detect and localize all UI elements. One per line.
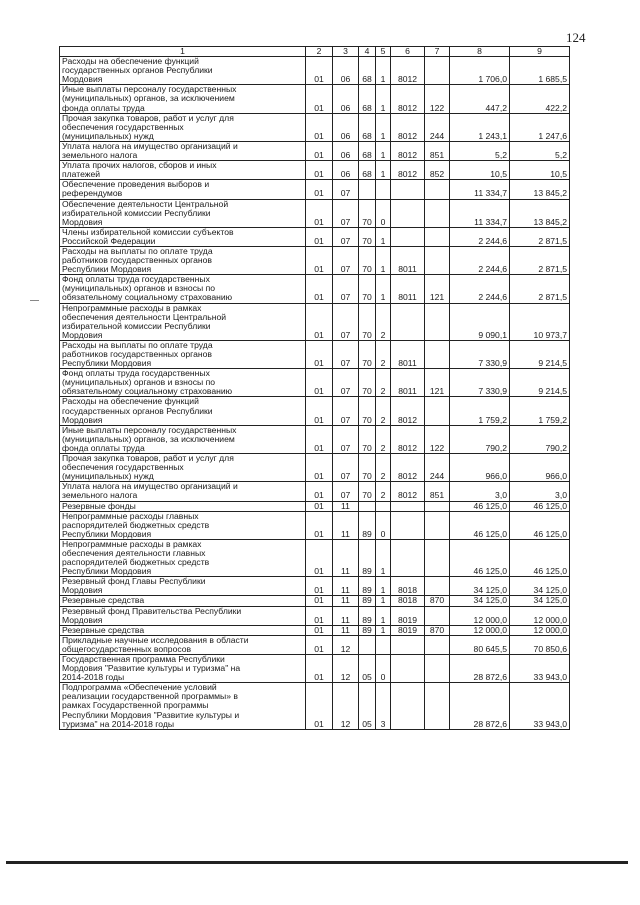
table-row [60, 635, 570, 654]
row-value-cell: 2 871,5 [510, 275, 570, 303]
row-value-cell [376, 501, 391, 511]
row-value-cell: 70 [359, 482, 376, 501]
row-value-cell: 68 [359, 113, 376, 141]
header-cell: 6 [391, 47, 425, 57]
row-value-cell: 06 [333, 141, 359, 160]
header-cell: 5 [376, 47, 391, 57]
row-value-cell: 07 [333, 227, 359, 246]
row-value-cell: 2 244,6 [450, 227, 510, 246]
row-value-cell: 121 [425, 275, 450, 303]
row-value-cell: 89 [359, 596, 376, 606]
table-row [60, 275, 570, 303]
row-value-cell [425, 577, 450, 596]
row-value-cell: 8011 [391, 275, 425, 303]
row-value-cell: 1 247,6 [510, 113, 570, 141]
row-value-cell: 1 [376, 227, 391, 246]
row-value-cell: 46 125,0 [510, 511, 570, 539]
row-value-cell: 70 [359, 303, 376, 340]
row-value-cell: 12 [333, 655, 359, 683]
row-value-cell [425, 501, 450, 511]
row-value-cell: 07 [333, 454, 359, 482]
row-value-cell: 01 [306, 275, 333, 303]
row-value-cell: 80 645,5 [450, 635, 510, 654]
row-value-cell: 01 [306, 57, 333, 85]
row-value-cell: 33 943,0 [510, 683, 570, 729]
row-value-cell: 70 [359, 340, 376, 368]
row-value-cell: 46 125,0 [510, 539, 570, 576]
row-value-cell: 3,0 [510, 482, 570, 501]
row-value-cell: 68 [359, 85, 376, 113]
row-value-cell [425, 655, 450, 683]
row-value-cell: 89 [359, 539, 376, 576]
row-value-cell: 9 214,5 [510, 369, 570, 397]
row-value-cell: 1 [376, 161, 391, 180]
row-value-cell: 12 [333, 635, 359, 654]
table-row [60, 501, 570, 511]
row-value-cell: 244 [425, 454, 450, 482]
header-cell: 1 [60, 47, 306, 57]
row-value-cell: 01 [306, 246, 333, 274]
row-value-cell: 1 [376, 625, 391, 635]
row-value-cell: 01 [306, 511, 333, 539]
row-value-cell: 01 [306, 606, 333, 625]
row-value-cell: 46 125,0 [450, 539, 510, 576]
row-value-cell: 2 [376, 482, 391, 501]
table-row [60, 539, 570, 576]
row-value-cell: 851 [425, 141, 450, 160]
row-value-cell: 01 [306, 199, 333, 227]
row-value-cell: 01 [306, 683, 333, 729]
row-name-cell: Государственная программа Республики Мордовия "Развитие культуры и туризма" на 2014-2018 годы [60, 655, 306, 683]
row-name-cell: Непрограммные расходы в рамках обеспечения деятельности Центральной избирательной комиссии Республики Мордовия [60, 303, 306, 340]
row-value-cell: 07 [333, 303, 359, 340]
row-value-cell: 1 243,1 [450, 113, 510, 141]
row-value-cell: 8018 [391, 596, 425, 606]
row-value-cell: 68 [359, 57, 376, 85]
row-value-cell: 8011 [391, 246, 425, 274]
row-value-cell: 28 872,6 [450, 683, 510, 729]
row-value-cell: 244 [425, 113, 450, 141]
row-name-cell: Уплата налога на имущество организаций и земельного налога [60, 482, 306, 501]
row-name-cell: Фонд оплаты труда государственных (муниципальных) органов и взносы по обязательному социальному страхованию [60, 275, 306, 303]
row-name-cell: Уплата налога на имущество организаций и земельного налога [60, 141, 306, 160]
row-value-cell: 0 [376, 199, 391, 227]
row-value-cell: 34 125,0 [510, 577, 570, 596]
row-value-cell [425, 397, 450, 425]
row-value-cell: 8019 [391, 606, 425, 625]
row-value-cell: 01 [306, 596, 333, 606]
row-value-cell: 01 [306, 454, 333, 482]
row-value-cell: 01 [306, 482, 333, 501]
row-value-cell: 11 [333, 596, 359, 606]
row-value-cell: 3,0 [450, 482, 510, 501]
row-value-cell: 11 [333, 625, 359, 635]
table-header-row [60, 47, 570, 57]
row-value-cell: 68 [359, 141, 376, 160]
row-value-cell: 5,2 [510, 141, 570, 160]
row-value-cell: 2 [376, 454, 391, 482]
row-name-cell: Непрограммные расходы главных распорядителей бюджетных средств Республики Мордовия [60, 511, 306, 539]
table-row [60, 511, 570, 539]
row-value-cell: 13 845,2 [510, 199, 570, 227]
row-value-cell: 2 [376, 303, 391, 340]
row-value-cell: 1 685,5 [510, 57, 570, 85]
row-value-cell: 70 [359, 397, 376, 425]
row-value-cell: 05 [359, 655, 376, 683]
row-value-cell: 7 330,9 [450, 369, 510, 397]
row-name-cell: Непрограммные расходы в рамках обеспечения деятельности главных распорядителей бюджетных средств Республики Мордовия [60, 539, 306, 576]
table-row [60, 246, 570, 274]
row-value-cell: 06 [333, 113, 359, 141]
row-value-cell: 34 125,0 [450, 577, 510, 596]
row-value-cell: 01 [306, 425, 333, 453]
row-value-cell: 89 [359, 606, 376, 625]
footer-rule [6, 861, 628, 864]
row-value-cell: 2 871,5 [510, 246, 570, 274]
row-value-cell [359, 635, 376, 654]
row-value-cell: 12 000,0 [510, 606, 570, 625]
table-row [60, 606, 570, 625]
row-name-cell: Иные выплаты персоналу государственных (муниципальных) органов, за исключением фонда оплаты труда [60, 425, 306, 453]
row-value-cell: 1 [376, 275, 391, 303]
row-value-cell: 06 [333, 85, 359, 113]
row-value-cell: 11 [333, 577, 359, 596]
row-value-cell: 1 [376, 539, 391, 576]
row-value-cell: 8012 [391, 141, 425, 160]
page-number: 124 [566, 30, 586, 45]
row-value-cell: 8012 [391, 161, 425, 180]
row-value-cell: 70 850,6 [510, 635, 570, 654]
row-value-cell: 8012 [391, 397, 425, 425]
row-value-cell: 9 090,1 [450, 303, 510, 340]
row-value-cell: 01 [306, 655, 333, 683]
row-name-cell: Расходы на выплаты по оплате труда работников государственных органов Республики Мордовия [60, 246, 306, 274]
row-value-cell: 8011 [391, 340, 425, 368]
table-row [60, 161, 570, 180]
row-name-cell: Резервный фонд Правительства Республики Мордовия [60, 606, 306, 625]
row-value-cell: 10,5 [450, 161, 510, 180]
header-cell: 4 [359, 47, 376, 57]
row-value-cell: 11 [333, 606, 359, 625]
row-value-cell: 07 [333, 369, 359, 397]
row-value-cell: 8019 [391, 625, 425, 635]
row-value-cell [376, 180, 391, 199]
row-value-cell: 2 244,6 [450, 275, 510, 303]
row-value-cell [391, 655, 425, 683]
row-value-cell: 422,2 [510, 85, 570, 113]
row-value-cell: 966,0 [450, 454, 510, 482]
row-value-cell [391, 539, 425, 576]
table-row [60, 655, 570, 683]
table-row [60, 340, 570, 368]
row-value-cell: 851 [425, 482, 450, 501]
row-name-cell: Резервные средства [60, 625, 306, 635]
table-row [60, 199, 570, 227]
row-value-cell: 122 [425, 85, 450, 113]
row-value-cell: 07 [333, 246, 359, 274]
row-value-cell: 07 [333, 482, 359, 501]
row-value-cell: 1 759,2 [510, 397, 570, 425]
row-name-cell: Расходы на обеспечение функций государственных органов Республики Мордовия [60, 57, 306, 85]
table-row [60, 425, 570, 453]
row-name-cell: Резервные средства [60, 596, 306, 606]
row-value-cell [391, 683, 425, 729]
row-value-cell: 8012 [391, 85, 425, 113]
row-value-cell: 07 [333, 397, 359, 425]
row-value-cell: 9 214,5 [510, 340, 570, 368]
row-value-cell: 852 [425, 161, 450, 180]
row-value-cell [391, 511, 425, 539]
table-row [60, 113, 570, 141]
row-value-cell: 1 759,2 [450, 397, 510, 425]
header-cell: 9 [510, 47, 570, 57]
row-value-cell: 10 973,7 [510, 303, 570, 340]
row-value-cell: 12 000,0 [450, 606, 510, 625]
row-value-cell: 8011 [391, 369, 425, 397]
row-value-cell: 1 [376, 113, 391, 141]
row-value-cell: 13 845,2 [510, 180, 570, 199]
table-row [60, 683, 570, 729]
row-value-cell: 01 [306, 369, 333, 397]
row-value-cell: 1 [376, 596, 391, 606]
row-value-cell [391, 501, 425, 511]
row-value-cell: 01 [306, 161, 333, 180]
row-value-cell: 46 125,0 [510, 501, 570, 511]
row-value-cell [391, 199, 425, 227]
row-value-cell: 790,2 [450, 425, 510, 453]
row-name-cell: Иные выплаты персоналу государственных (муниципальных) органов, за исключением фонда оплаты труда [60, 85, 306, 113]
table-row [60, 180, 570, 199]
row-name-cell: Прочая закупка товаров, работ и услуг для обеспечения государственных (муниципальных) нужд [60, 454, 306, 482]
row-value-cell: 7 330,9 [450, 340, 510, 368]
row-value-cell: 8012 [391, 482, 425, 501]
row-value-cell [425, 246, 450, 274]
row-value-cell: 33 943,0 [510, 655, 570, 683]
row-value-cell: 1 706,0 [450, 57, 510, 85]
row-value-cell [391, 227, 425, 246]
row-value-cell: 122 [425, 425, 450, 453]
row-value-cell: 46 125,0 [450, 511, 510, 539]
row-value-cell [425, 199, 450, 227]
row-name-cell: Подпрограмма «Обеспечение условий реализации государственной программы» в рамках Государственной программы Республики Мордовия "Развитие культуры и туризма" на 2014-2018 годы [60, 683, 306, 729]
row-value-cell: 70 [359, 275, 376, 303]
row-value-cell: 2 244,6 [450, 246, 510, 274]
row-value-cell: 2 [376, 369, 391, 397]
row-name-cell: Резервные фонды [60, 501, 306, 511]
budget-table [59, 46, 570, 730]
table-row [60, 85, 570, 113]
row-name-cell: Прочая закупка товаров, работ и услуг для обеспечения государственных (муниципальных) нужд [60, 113, 306, 141]
row-value-cell [391, 180, 425, 199]
table-row [60, 303, 570, 340]
row-value-cell: 01 [306, 303, 333, 340]
row-value-cell: 01 [306, 539, 333, 576]
row-value-cell [359, 501, 376, 511]
row-value-cell: 68 [359, 161, 376, 180]
row-value-cell: 12 [333, 683, 359, 729]
row-value-cell: 01 [306, 340, 333, 368]
row-value-cell: 1 [376, 606, 391, 625]
table-row [60, 577, 570, 596]
row-value-cell: 11 [333, 539, 359, 576]
row-value-cell: 870 [425, 596, 450, 606]
row-value-cell: 01 [306, 397, 333, 425]
table-row [60, 141, 570, 160]
row-value-cell: 70 [359, 199, 376, 227]
row-value-cell: 07 [333, 180, 359, 199]
row-value-cell: 70 [359, 454, 376, 482]
row-value-cell: 12 000,0 [450, 625, 510, 635]
row-value-cell: 34 125,0 [510, 596, 570, 606]
row-value-cell: 1 [376, 577, 391, 596]
row-value-cell: 11 [333, 501, 359, 511]
row-value-cell: 70 [359, 246, 376, 274]
row-value-cell: 2 [376, 397, 391, 425]
row-value-cell: 447,2 [450, 85, 510, 113]
row-value-cell [425, 683, 450, 729]
row-value-cell [391, 635, 425, 654]
row-value-cell: 70 [359, 227, 376, 246]
row-name-cell: Расходы на выплаты по оплате труда работников государственных органов Республики Мордовия [60, 340, 306, 368]
row-value-cell: 05 [359, 683, 376, 729]
row-value-cell: 0 [376, 655, 391, 683]
table-row [60, 369, 570, 397]
row-value-cell: 1 [376, 141, 391, 160]
row-value-cell: 89 [359, 577, 376, 596]
row-value-cell: 3 [376, 683, 391, 729]
row-value-cell [359, 180, 376, 199]
table-row [60, 397, 570, 425]
row-value-cell: 06 [333, 161, 359, 180]
table-row [60, 482, 570, 501]
row-value-cell [425, 340, 450, 368]
row-value-cell: 790,2 [510, 425, 570, 453]
row-name-cell: Уплата прочих налогов, сборов и иных платежей [60, 161, 306, 180]
row-value-cell: 2 871,5 [510, 227, 570, 246]
row-value-cell [425, 511, 450, 539]
row-value-cell: 870 [425, 625, 450, 635]
row-value-cell: 01 [306, 113, 333, 141]
table-row [60, 57, 570, 85]
row-value-cell: 34 125,0 [450, 596, 510, 606]
header-cell: 3 [333, 47, 359, 57]
row-value-cell: 11 [333, 511, 359, 539]
row-value-cell: 2 [376, 340, 391, 368]
row-value-cell: 5,2 [450, 141, 510, 160]
row-value-cell: 01 [306, 577, 333, 596]
row-value-cell: 11 334,7 [450, 180, 510, 199]
row-value-cell: 01 [306, 625, 333, 635]
row-value-cell [425, 180, 450, 199]
row-value-cell: 07 [333, 340, 359, 368]
row-name-cell: Члены избирательной комиссии субъектов Российской Федерации [60, 227, 306, 246]
row-value-cell [376, 635, 391, 654]
row-value-cell: 01 [306, 635, 333, 654]
row-value-cell: 12 000,0 [510, 625, 570, 635]
row-value-cell: 8012 [391, 454, 425, 482]
table-row [60, 227, 570, 246]
row-name-cell: Фонд оплаты труда государственных (муниципальных) органов и взносы по обязательному социальному страхованию [60, 369, 306, 397]
row-value-cell: 70 [359, 369, 376, 397]
row-name-cell: Резервный фонд Главы Республики Мордовия [60, 577, 306, 596]
row-value-cell: 10,5 [510, 161, 570, 180]
row-value-cell: 07 [333, 275, 359, 303]
row-value-cell: 01 [306, 227, 333, 246]
row-value-cell [425, 227, 450, 246]
row-value-cell: 8012 [391, 113, 425, 141]
table-row [60, 625, 570, 635]
row-value-cell [425, 539, 450, 576]
row-value-cell: 1 [376, 57, 391, 85]
row-value-cell: 06 [333, 57, 359, 85]
row-name-cell: Прикладные научные исследования в области общегосударственных вопросов [60, 635, 306, 654]
row-value-cell: 70 [359, 425, 376, 453]
row-value-cell [425, 635, 450, 654]
row-value-cell: 8012 [391, 425, 425, 453]
table-row [60, 596, 570, 606]
row-value-cell: 07 [333, 199, 359, 227]
row-name-cell: Обеспечение проведения выборов и референдумов [60, 180, 306, 199]
row-value-cell [425, 303, 450, 340]
row-value-cell: 01 [306, 501, 333, 511]
header-cell: 8 [450, 47, 510, 57]
row-value-cell: 2 [376, 425, 391, 453]
row-name-cell: Обеспечение деятельности Центральной избирательной комиссии Республики Мордовия [60, 199, 306, 227]
row-value-cell: 966,0 [510, 454, 570, 482]
row-value-cell: 89 [359, 625, 376, 635]
scan-mark [30, 300, 39, 301]
row-value-cell: 11 334,7 [450, 199, 510, 227]
row-name-cell: Расходы на обеспечение функций государственных органов Республики Мордовия [60, 397, 306, 425]
row-value-cell: 89 [359, 511, 376, 539]
header-cell: 2 [306, 47, 333, 57]
row-value-cell: 01 [306, 141, 333, 160]
row-value-cell [425, 57, 450, 85]
row-value-cell: 121 [425, 369, 450, 397]
table-body [60, 57, 570, 730]
row-value-cell: 1 [376, 85, 391, 113]
row-value-cell: 01 [306, 180, 333, 199]
row-value-cell [391, 303, 425, 340]
row-value-cell: 0 [376, 511, 391, 539]
row-value-cell: 07 [333, 425, 359, 453]
row-value-cell: 46 125,0 [450, 501, 510, 511]
row-value-cell [425, 606, 450, 625]
row-value-cell: 01 [306, 85, 333, 113]
row-value-cell: 8012 [391, 57, 425, 85]
row-value-cell: 1 [376, 246, 391, 274]
header-cell: 7 [425, 47, 450, 57]
table-row [60, 454, 570, 482]
row-value-cell: 8018 [391, 577, 425, 596]
row-value-cell: 28 872,6 [450, 655, 510, 683]
